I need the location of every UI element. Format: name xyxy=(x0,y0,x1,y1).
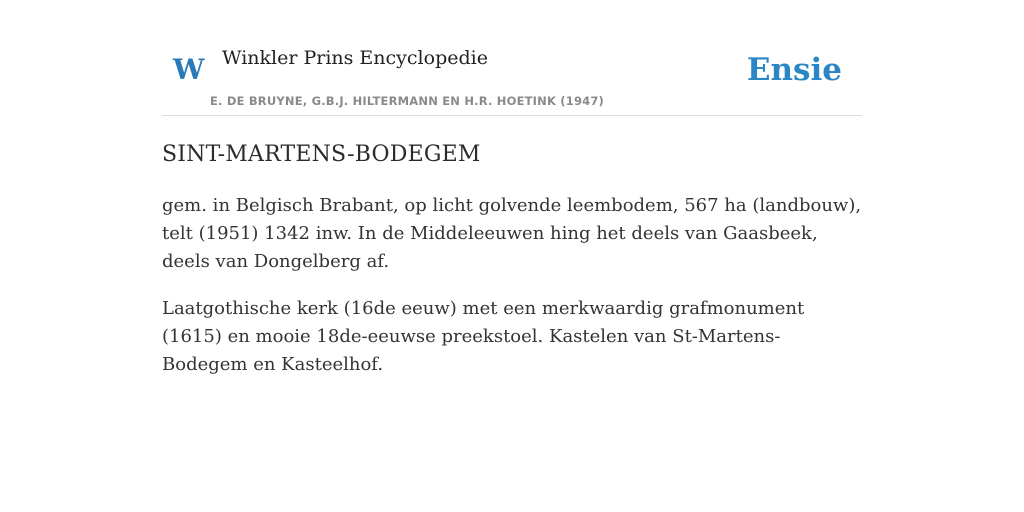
article-paragraph: gem. in Belgisch Brabant, op licht golvende leembodem, 567 ha (landbouw), telt (1951) 1342 inw. In de Middeleeuwen hing het deels van Gaasbeek, deels van Dongelberg af. xyxy=(162,195,862,272)
article-headword: SINT-MARTENS-BODEGEM xyxy=(162,142,481,167)
ensie-home-link[interactable]: Ensie xyxy=(746,52,842,88)
publication-authors: E. DE BRUYNE, G.B.J. HILTERMANN EN H.R. HOETINK (1947) xyxy=(210,94,605,108)
publication-title: Winkler Prins Encyclopedie xyxy=(222,47,488,69)
article xyxy=(162,138,862,379)
source-header xyxy=(162,0,862,116)
article-paragraph: Laatgothische kerk (16de eeuw) met een merkwaardig grafmonument (1615) en mooie 18de-eeuwse preekstoel. Kastelen van St-Martens-Bodegem en Kasteelhof. xyxy=(162,298,805,375)
winkler-prins-logo: W xyxy=(173,53,204,86)
